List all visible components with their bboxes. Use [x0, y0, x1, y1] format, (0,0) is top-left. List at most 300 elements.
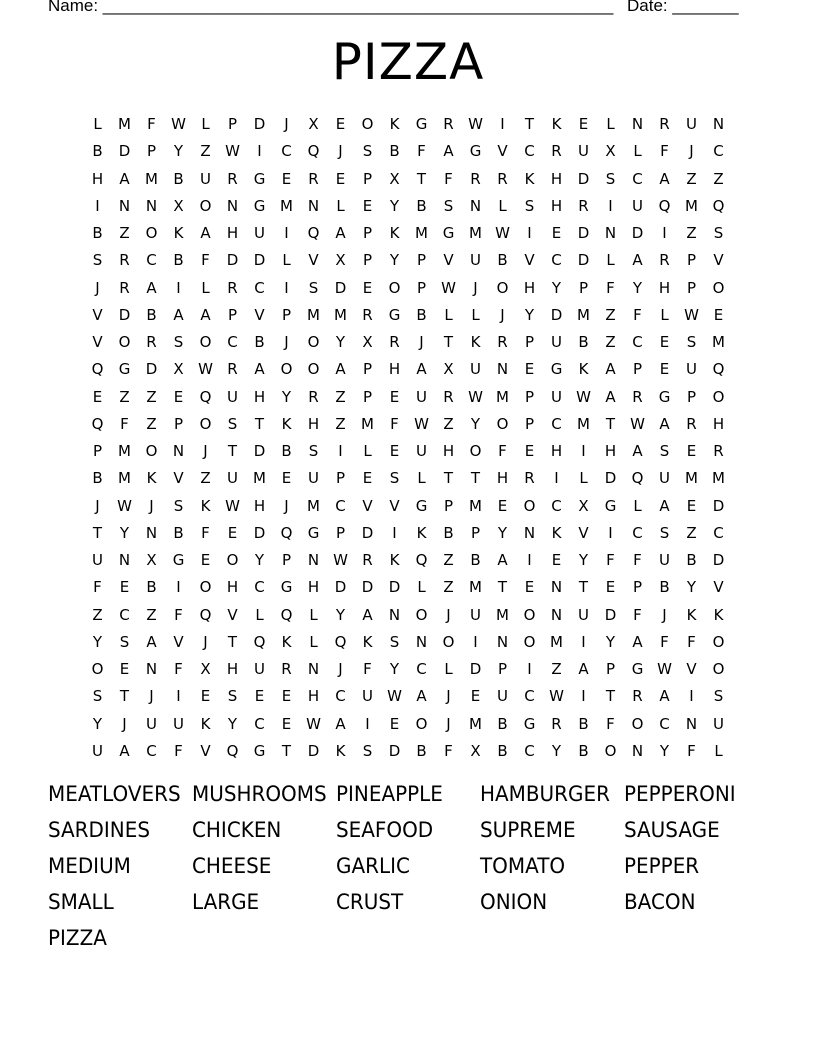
grid-cell[interactable]: J [338, 142, 343, 161]
grid-cell[interactable]: B [659, 578, 670, 597]
grid-cell[interactable]: C [254, 714, 265, 733]
grid-cell[interactable]: H [253, 387, 266, 406]
grid-cell[interactable]: N [685, 714, 698, 733]
grid-cell[interactable]: L [660, 305, 669, 324]
grid-cell[interactable]: U [308, 469, 319, 488]
grid-cell[interactable]: Z [200, 142, 211, 161]
grid-cell[interactable]: U [470, 251, 481, 270]
grid-cell[interactable]: U [497, 687, 508, 706]
grid-cell[interactable]: E [254, 687, 265, 706]
grid-cell[interactable]: S [173, 333, 184, 351]
grid-cell[interactable]: W [333, 551, 348, 569]
grid-cell[interactable]: P [686, 251, 697, 270]
grid-cell[interactable]: E [524, 578, 535, 597]
grid-cell[interactable]: K [551, 115, 562, 133]
grid-cell[interactable]: R [146, 333, 157, 351]
grid-cell[interactable]: U [713, 714, 724, 733]
grid-cell[interactable]: F [633, 551, 642, 569]
grid-cell[interactable]: Y [524, 305, 535, 324]
grid-cell[interactable]: R [119, 278, 130, 297]
grid-cell[interactable]: I [527, 660, 532, 678]
grid-cell[interactable]: O [496, 414, 509, 433]
grid-cell[interactable]: C [659, 714, 670, 733]
grid-cell[interactable]: X [173, 196, 184, 215]
grid-cell[interactable]: X [605, 142, 616, 161]
grid-cell[interactable]: Y [659, 741, 670, 760]
grid-cell[interactable]: H [550, 196, 563, 215]
grid-cell[interactable]: R [362, 551, 373, 569]
grid-cell[interactable]: P [470, 523, 481, 542]
grid-cell[interactable]: E [200, 551, 211, 569]
grid-cell[interactable]: C [713, 523, 724, 542]
grid-cell[interactable]: L [282, 251, 291, 270]
grid-cell[interactable]: R [659, 115, 670, 133]
grid-cell[interactable]: J [284, 115, 289, 133]
grid-cell[interactable]: K [362, 632, 373, 651]
grid-cell[interactable]: F [660, 142, 669, 161]
grid-cell[interactable]: Y [335, 333, 346, 351]
grid-cell[interactable]: M [145, 169, 158, 188]
grid-cell[interactable]: G [415, 115, 428, 133]
grid-cell[interactable]: D [118, 142, 131, 161]
grid-cell[interactable]: Y [92, 714, 103, 733]
grid-cell[interactable]: C [335, 496, 346, 515]
grid-cell[interactable]: O [280, 360, 293, 379]
grid-cell[interactable]: V [92, 305, 103, 324]
grid-cell[interactable]: L [201, 278, 210, 297]
grid-cell[interactable]: N [145, 660, 158, 678]
grid-cell[interactable]: V [173, 469, 184, 488]
grid-cell[interactable]: W [468, 115, 483, 133]
grid-cell[interactable]: C [227, 333, 238, 351]
grid-cell[interactable]: O [523, 605, 536, 624]
grid-cell[interactable]: N [604, 224, 617, 242]
grid-cell[interactable]: O [199, 333, 212, 351]
grid-cell[interactable]: R [632, 387, 643, 406]
grid-cell[interactable]: A [146, 278, 157, 297]
grid-cell[interactable]: P [362, 387, 373, 406]
grid-cell[interactable]: Y [335, 605, 346, 624]
grid-cell[interactable]: L [606, 251, 615, 270]
grid-cell[interactable]: M [577, 414, 590, 433]
grid-cell[interactable]: T [497, 578, 508, 597]
grid-cell[interactable]: C [524, 142, 535, 161]
grid-cell[interactable]: Z [119, 224, 130, 242]
grid-cell[interactable]: G [604, 496, 617, 515]
grid-cell[interactable]: N [145, 196, 158, 215]
grid-cell[interactable]: N [712, 115, 725, 133]
grid-cell[interactable]: O [469, 442, 482, 460]
grid-cell[interactable]: R [443, 387, 454, 406]
grid-cell[interactable]: I [581, 687, 586, 706]
grid-cell[interactable]: R [227, 169, 238, 188]
grid-cell[interactable]: E [173, 387, 184, 406]
grid-cell[interactable]: W [684, 305, 699, 324]
grid-cell[interactable]: U [470, 360, 481, 379]
grid-cell[interactable]: B [578, 333, 589, 351]
grid-cell[interactable]: C [632, 333, 643, 351]
grid-cell[interactable]: E [362, 196, 373, 215]
grid-cell[interactable]: V [254, 305, 265, 324]
grid-cell[interactable]: L [201, 115, 210, 133]
grid-cell[interactable]: Z [686, 169, 697, 188]
grid-cell[interactable]: B [497, 741, 508, 760]
grid-cell[interactable]: D [145, 360, 158, 379]
grid-cell[interactable]: J [689, 142, 694, 161]
grid-cell[interactable]: E [92, 387, 103, 406]
grid-cell[interactable]: N [307, 551, 320, 569]
grid-cell[interactable]: L [417, 578, 426, 597]
grid-cell[interactable]: Q [91, 414, 104, 433]
grid-cell[interactable]: Y [173, 142, 184, 161]
grid-cell[interactable]: Z [146, 414, 157, 433]
grid-cell[interactable]: U [659, 551, 670, 569]
grid-cell[interactable]: E [524, 360, 535, 379]
grid-cell[interactable]: L [336, 196, 345, 215]
grid-cell[interactable]: E [335, 169, 346, 188]
grid-cell[interactable]: U [416, 387, 427, 406]
grid-cell[interactable]: X [173, 360, 184, 379]
grid-cell[interactable]: O [712, 660, 725, 678]
grid-cell[interactable]: X [308, 115, 319, 133]
grid-cell[interactable]: Z [443, 578, 454, 597]
grid-cell[interactable]: A [497, 551, 508, 569]
grid-cell[interactable]: P [92, 442, 103, 460]
grid-cell[interactable]: Y [578, 551, 589, 569]
grid-cell[interactable]: M [253, 469, 266, 488]
grid-cell[interactable]: F [363, 660, 372, 678]
grid-cell[interactable]: J [284, 496, 289, 515]
grid-cell[interactable]: O [91, 660, 104, 678]
grid-cell[interactable]: A [146, 632, 157, 651]
grid-cell[interactable]: F [633, 605, 642, 624]
grid-cell[interactable]: I [95, 196, 100, 215]
grid-cell[interactable]: D [253, 442, 266, 460]
grid-cell[interactable]: R [362, 305, 373, 324]
grid-cell[interactable]: H [253, 496, 266, 515]
grid-cell[interactable]: V [443, 251, 454, 270]
grid-cell[interactable]: M [712, 333, 725, 351]
grid-cell[interactable]: T [281, 741, 292, 760]
grid-cell[interactable]: S [443, 196, 454, 215]
grid-cell[interactable]: V [92, 333, 103, 351]
grid-cell[interactable]: U [551, 387, 562, 406]
grid-cell[interactable]: R [551, 714, 562, 733]
grid-cell[interactable]: S [713, 687, 724, 706]
grid-cell[interactable]: Z [551, 660, 562, 678]
grid-cell[interactable]: T [578, 578, 589, 597]
grid-cell[interactable]: R [713, 442, 724, 460]
grid-cell[interactable]: P [497, 660, 508, 678]
grid-cell[interactable]: T [254, 414, 265, 433]
grid-cell[interactable]: Y [281, 387, 292, 406]
grid-cell[interactable]: G [550, 360, 563, 379]
grid-cell[interactable]: J [662, 605, 667, 624]
grid-cell[interactable]: M [118, 442, 131, 460]
grid-cell[interactable]: E [389, 442, 400, 460]
grid-cell[interactable]: M [280, 196, 293, 215]
grid-cell[interactable]: N [631, 741, 644, 760]
grid-cell[interactable]: R [389, 333, 400, 351]
grid-cell[interactable]: F [390, 414, 399, 433]
grid-cell[interactable]: W [657, 660, 672, 678]
grid-cell[interactable]: V [713, 251, 724, 270]
grid-cell[interactable]: J [95, 496, 100, 515]
grid-cell[interactable]: F [201, 523, 210, 542]
grid-cell[interactable]: Q [280, 605, 293, 624]
grid-cell[interactable]: P [335, 469, 346, 488]
grid-cell[interactable]: N [415, 632, 428, 651]
grid-cell[interactable]: N [388, 605, 401, 624]
grid-cell[interactable]: B [416, 305, 427, 324]
grid-cell[interactable]: W [414, 414, 429, 433]
grid-cell[interactable]: H [226, 578, 239, 597]
grid-cell[interactable]: I [527, 551, 532, 569]
grid-cell[interactable]: T [119, 687, 130, 706]
grid-cell[interactable]: I [554, 469, 559, 488]
grid-cell[interactable]: G [442, 224, 455, 242]
grid-cell[interactable]: E [389, 387, 400, 406]
grid-cell[interactable]: O [631, 714, 644, 733]
grid-cell[interactable]: E [119, 660, 130, 678]
grid-cell[interactable]: N [172, 442, 185, 460]
grid-cell[interactable]: M [307, 496, 320, 515]
grid-cell[interactable]: B [497, 714, 508, 733]
grid-cell[interactable]: X [362, 333, 373, 351]
grid-cell[interactable]: A [119, 169, 130, 188]
grid-cell[interactable]: Z [443, 551, 454, 569]
grid-cell[interactable]: P [632, 578, 643, 597]
grid-cell[interactable]: G [280, 578, 293, 597]
grid-cell[interactable]: F [174, 660, 183, 678]
grid-cell[interactable]: J [446, 687, 451, 706]
grid-cell[interactable]: R [281, 660, 292, 678]
grid-cell[interactable]: P [173, 414, 184, 433]
grid-cell[interactable]: I [527, 224, 532, 242]
grid-cell[interactable]: M [361, 414, 374, 433]
grid-cell[interactable]: U [173, 714, 184, 733]
grid-cell[interactable]: B [416, 196, 427, 215]
grid-cell[interactable]: V [173, 632, 184, 651]
grid-cell[interactable]: P [362, 224, 373, 242]
grid-cell[interactable]: U [578, 142, 589, 161]
grid-cell[interactable]: G [523, 714, 536, 733]
grid-cell[interactable]: W [387, 687, 402, 706]
grid-cell[interactable]: W [225, 496, 240, 515]
grid-cell[interactable]: D [307, 741, 320, 760]
grid-cell[interactable]: F [417, 142, 426, 161]
grid-cell[interactable]: Z [686, 523, 697, 542]
grid-cell[interactable]: C [632, 523, 643, 542]
grid-cell[interactable]: V [524, 251, 535, 270]
grid-cell[interactable]: D [253, 251, 266, 270]
grid-cell[interactable]: R [578, 196, 589, 215]
grid-cell[interactable]: E [551, 224, 562, 242]
grid-cell[interactable]: G [631, 660, 644, 678]
grid-cell[interactable]: Q [307, 142, 320, 161]
grid-cell[interactable]: Y [389, 660, 400, 678]
grid-cell[interactable]: U [659, 469, 670, 488]
grid-cell[interactable]: T [227, 632, 238, 651]
grid-cell[interactable]: O [145, 442, 158, 460]
grid-cell[interactable]: P [227, 115, 238, 133]
grid-cell[interactable]: Z [605, 333, 616, 351]
grid-cell[interactable]: P [281, 551, 292, 569]
grid-cell[interactable]: F [660, 632, 669, 651]
grid-cell[interactable]: I [338, 442, 343, 460]
grid-cell[interactable]: R [308, 169, 319, 188]
grid-cell[interactable]: R [551, 142, 562, 161]
grid-cell[interactable]: N [469, 196, 482, 215]
grid-cell[interactable]: S [686, 333, 697, 351]
grid-cell[interactable]: T [443, 469, 454, 488]
grid-cell[interactable]: B [173, 251, 184, 270]
grid-cell[interactable]: C [551, 251, 562, 270]
grid-cell[interactable]: K [389, 551, 400, 569]
grid-cell[interactable]: M [577, 305, 590, 324]
grid-cell[interactable]: H [226, 660, 239, 678]
grid-cell[interactable]: E [281, 169, 292, 188]
grid-cell[interactable]: H [226, 224, 239, 242]
grid-cell[interactable]: A [659, 496, 670, 515]
grid-cell[interactable]: K [335, 741, 346, 760]
grid-cell[interactable]: Y [389, 196, 400, 215]
grid-cell[interactable]: F [606, 278, 615, 297]
grid-cell[interactable]: R [524, 469, 535, 488]
grid-cell[interactable]: S [605, 169, 616, 188]
grid-cell[interactable]: Z [119, 387, 130, 406]
grid-cell[interactable]: C [119, 605, 130, 624]
grid-cell[interactable]: Q [91, 360, 104, 379]
grid-cell[interactable]: B [389, 142, 400, 161]
grid-cell[interactable]: Q [712, 360, 725, 379]
grid-cell[interactable]: V [227, 605, 238, 624]
grid-cell[interactable]: E [335, 115, 346, 133]
grid-cell[interactable]: J [338, 660, 343, 678]
grid-cell[interactable]: Q [307, 224, 320, 242]
grid-cell[interactable]: K [524, 169, 535, 188]
grid-cell[interactable]: I [608, 523, 613, 542]
grid-cell[interactable]: U [578, 605, 589, 624]
grid-cell[interactable]: U [416, 442, 427, 460]
grid-cell[interactable]: W [306, 714, 321, 733]
grid-cell[interactable]: E [578, 115, 589, 133]
grid-cell[interactable]: M [307, 305, 320, 324]
grid-cell[interactable]: R [119, 251, 130, 270]
grid-cell[interactable]: N [523, 523, 536, 542]
grid-cell[interactable]: Y [254, 551, 265, 569]
grid-cell[interactable]: K [578, 360, 589, 379]
grid-cell[interactable]: G [415, 496, 428, 515]
grid-cell[interactable]: L [255, 605, 264, 624]
grid-cell[interactable]: M [118, 115, 131, 133]
grid-cell[interactable]: L [93, 115, 102, 133]
grid-cell[interactable]: P [578, 278, 589, 297]
grid-cell[interactable]: S [524, 196, 535, 215]
grid-cell[interactable]: P [362, 360, 373, 379]
grid-cell[interactable]: Q [280, 523, 293, 542]
grid-cell[interactable]: E [497, 496, 508, 515]
grid-cell[interactable]: Z [335, 414, 346, 433]
grid-cell[interactable]: A [119, 741, 130, 760]
grid-cell[interactable]: P [632, 360, 643, 379]
grid-cell[interactable]: D [361, 578, 374, 597]
grid-cell[interactable]: S [92, 251, 103, 270]
grid-cell[interactable]: W [630, 414, 645, 433]
grid-cell[interactable]: A [632, 251, 643, 270]
grid-cell[interactable]: T [524, 115, 535, 133]
grid-cell[interactable]: Q [712, 196, 725, 215]
grid-cell[interactable]: A [632, 632, 643, 651]
grid-cell[interactable]: S [308, 442, 319, 460]
grid-cell[interactable]: Y [119, 523, 130, 542]
grid-cell[interactable]: N [631, 115, 644, 133]
grid-cell[interactable]: H [307, 578, 320, 597]
grid-cell[interactable]: S [389, 632, 400, 651]
grid-cell[interactable]: W [468, 387, 483, 406]
grid-cell[interactable]: P [416, 251, 427, 270]
grid-cell[interactable]: U [686, 115, 697, 133]
grid-cell[interactable]: T [605, 414, 616, 433]
grid-cell[interactable]: B [173, 523, 184, 542]
grid-cell[interactable]: M [685, 469, 698, 488]
grid-cell[interactable]: D [577, 169, 590, 188]
grid-cell[interactable]: R [308, 387, 319, 406]
grid-cell[interactable]: H [523, 278, 536, 297]
grid-cell[interactable]: B [281, 442, 292, 460]
grid-cell[interactable]: M [550, 632, 563, 651]
grid-cell[interactable]: V [686, 660, 697, 678]
grid-cell[interactable]: M [415, 224, 428, 242]
grid-cell[interactable]: K [200, 496, 211, 515]
grid-cell[interactable]: S [362, 142, 373, 161]
grid-cell[interactable]: G [172, 551, 185, 569]
grid-cell[interactable]: U [92, 741, 103, 760]
grid-cell[interactable]: W [549, 687, 564, 706]
grid-cell[interactable]: X [335, 251, 346, 270]
grid-cell[interactable]: O [307, 333, 320, 351]
grid-cell[interactable]: S [362, 741, 373, 760]
grid-cell[interactable]: D [388, 578, 401, 597]
grid-cell[interactable]: H [712, 414, 725, 433]
grid-cell[interactable]: J [203, 632, 208, 651]
grid-cell[interactable]: E [659, 333, 670, 351]
grid-cell[interactable]: A [200, 224, 211, 242]
grid-cell[interactable]: B [470, 551, 481, 569]
grid-cell[interactable]: D [118, 305, 131, 324]
grid-cell[interactable]: N [307, 196, 320, 215]
grid-cell[interactable]: D [334, 278, 347, 297]
grid-cell[interactable]: A [335, 360, 346, 379]
grid-cell[interactable]: Y [551, 278, 562, 297]
grid-cell[interactable]: R [443, 115, 454, 133]
grid-cell[interactable]: O [199, 578, 212, 597]
grid-cell[interactable]: G [658, 387, 671, 406]
grid-cell[interactable]: N [145, 523, 158, 542]
grid-cell[interactable]: J [122, 714, 127, 733]
grid-cell[interactable]: D [577, 251, 590, 270]
grid-cell[interactable]: F [444, 169, 453, 188]
grid-cell[interactable]: Y [686, 578, 697, 597]
grid-cell[interactable]: L [444, 305, 453, 324]
grid-cell[interactable]: I [689, 687, 694, 706]
grid-cell[interactable]: A [335, 224, 346, 242]
grid-cell[interactable]: H [307, 414, 320, 433]
grid-cell[interactable]: P [227, 305, 238, 324]
grid-cell[interactable]: W [576, 387, 591, 406]
grid-cell[interactable]: E [551, 551, 562, 569]
grid-cell[interactable]: P [146, 142, 157, 161]
